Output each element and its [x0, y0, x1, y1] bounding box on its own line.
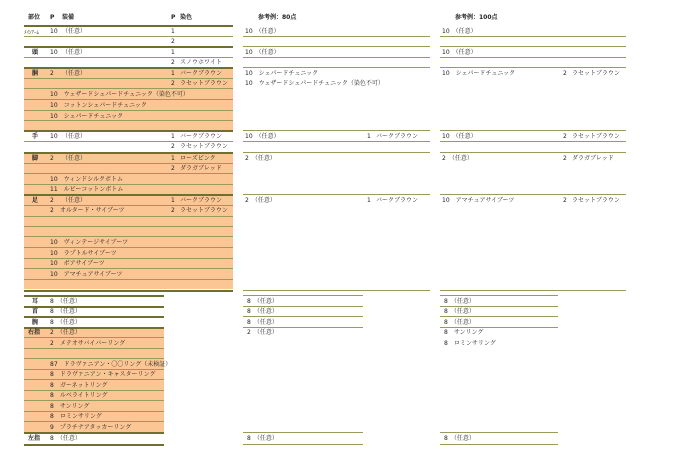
rule [243, 444, 363, 445]
head-r100: 10 （任意） [442, 49, 477, 56]
legs-dye-p2: 2 [171, 165, 175, 172]
body-dye1: バークブラウン [180, 70, 223, 77]
legs-item: 10 ウィンドシルクボトム [50, 176, 124, 183]
feet-p: 2 [50, 197, 54, 204]
rring-r80: 2 （任意） [247, 329, 278, 336]
rule [24, 400, 164, 401]
rule [24, 99, 233, 100]
rule [24, 110, 233, 111]
feet-dye2: ラセットブラウン [180, 207, 228, 214]
feet-dye1: バークブラウン [180, 197, 223, 204]
legs-r80: 2 （任意） [245, 155, 276, 162]
slot-neck: 首 [32, 308, 39, 315]
body-r100-dp: 2 [563, 70, 567, 77]
rule [24, 268, 233, 269]
feet-item: 10 アマチュアサイブーツ [50, 271, 123, 278]
rule [440, 444, 558, 445]
rule [243, 57, 430, 58]
rule [440, 295, 558, 296]
feet-r80: 2 （任意） [245, 197, 276, 204]
rule [24, 78, 233, 79]
hands-r100-dp: 2 [563, 133, 567, 140]
rule [24, 411, 164, 412]
slot-head: 頭 [32, 49, 39, 56]
main-name: 10 [50, 28, 58, 35]
rule [243, 141, 430, 142]
rule [24, 163, 233, 164]
slot-rring: 右指 [28, 329, 41, 336]
header-slot: 部位 [28, 14, 41, 21]
body-dye-p2: 2 [171, 80, 175, 87]
rule [440, 141, 626, 142]
rule [440, 36, 626, 37]
feet-item: 10 ヴィンテージサイブーツ [50, 239, 129, 246]
hands-equip: （任意） [62, 133, 87, 140]
body-r80b: 10 ウェザードシェパードチュニック（染色不可） [245, 80, 384, 87]
rule [24, 327, 164, 329]
rule [24, 236, 233, 237]
header-rule-left [24, 25, 233, 27]
rule [24, 216, 233, 217]
rule [24, 369, 164, 370]
header-equip: 装備 [62, 14, 75, 21]
rule [243, 432, 363, 433]
rule [243, 306, 363, 307]
body-r80a: 10 シェパードチュニック [245, 70, 319, 77]
head-p: 10 [50, 49, 58, 56]
rule [243, 290, 430, 291]
rule [440, 194, 626, 195]
rring-r100b: 8 ロミンサリング [444, 340, 496, 347]
rule [440, 46, 626, 47]
rule [440, 130, 626, 131]
rule [24, 421, 164, 422]
ear-r100: 8 （任意） [444, 298, 475, 305]
rule [24, 57, 233, 58]
rule [24, 444, 164, 446]
rule [243, 36, 430, 37]
rring-equip: 2 （任意） [50, 329, 81, 336]
rule [440, 290, 626, 291]
feet-dye-p1: 1 [171, 197, 175, 204]
wrist-r80: 8 （任意） [247, 319, 278, 326]
ear-equip: 8 （任意） [50, 298, 81, 305]
body-dye-p1: 1 [171, 70, 175, 77]
rule [24, 432, 164, 434]
rule [243, 152, 430, 153]
head-dye-p1: 1 [171, 49, 175, 56]
rule [440, 306, 558, 307]
rule [24, 295, 164, 297]
rule [440, 316, 558, 317]
body-dye2: ラセットブラウン [180, 80, 228, 87]
rule [24, 67, 233, 69]
neck-equip: 8 （任意） [50, 308, 81, 315]
rule [243, 46, 430, 47]
rule [24, 120, 233, 121]
rring-item: 8 ガーネットリング [50, 382, 108, 389]
head-equip: （任意） [62, 49, 87, 56]
rule [440, 432, 558, 433]
rule [440, 327, 558, 328]
feet-dye-p2: 2 [171, 207, 175, 214]
rule [24, 337, 164, 338]
rring-r100a: 8 サンリング [444, 329, 484, 336]
head-dye2: スノウホワイト [180, 59, 222, 66]
body-p: 2 [50, 70, 54, 77]
main-r80: 10 （任意） [245, 28, 280, 35]
rule [243, 316, 363, 317]
feet-r80-dp: 1 [367, 197, 371, 204]
main-r100: 10 （任意） [442, 28, 477, 35]
legs-dye2: ダラガブレッド [180, 165, 222, 172]
rule [440, 57, 626, 58]
legs-item: 11 ルビーコットンボトム [50, 186, 124, 193]
legs-equip: （任意） [62, 155, 87, 162]
hands-dye-p2: 2 [171, 143, 175, 150]
rule [24, 358, 164, 359]
header-p2: P [171, 14, 176, 21]
rule [24, 194, 233, 196]
rule [243, 67, 430, 68]
main-dye-p1: 1 [171, 28, 175, 35]
feet-r100-dp: 2 [563, 197, 567, 204]
rule [243, 194, 430, 195]
body-item: 10 シェパードチュニック [50, 113, 124, 120]
legs-r100-dye: ダラガブレッド [572, 155, 614, 162]
body-r100-dye: ラセットブラウン [572, 70, 620, 77]
body-equip: （任意） [62, 70, 87, 77]
header-p: P [50, 14, 55, 21]
rule [24, 88, 233, 89]
hands-dye2: ラセットブラウン [180, 143, 228, 150]
head-r80: 10 （任意） [245, 49, 280, 56]
rule [24, 205, 233, 206]
hands-r100: 10 （任意） [442, 133, 477, 140]
rule [24, 226, 233, 227]
rule [24, 279, 233, 280]
hands-r80-dye: バークブラウン [376, 133, 419, 140]
rring-item: 8 ルベライトリング [50, 392, 108, 399]
rule [24, 379, 164, 380]
rule [24, 390, 164, 391]
body-item: 10 ウェザードシェパードチュニック（染色不可） [50, 91, 189, 98]
rule [243, 130, 430, 131]
feet-equip: （任意） [62, 197, 87, 204]
feet-equip2: 2 オルタード・サイブーツ [50, 207, 125, 214]
hands-r80-dp: 1 [367, 133, 371, 140]
feet-r80-dye: バークブラウン [376, 197, 419, 204]
feet-r100: 10 アマチュアサイブーツ [442, 197, 515, 204]
slot-main: ﾒｲﾝｱｰﾑ [24, 30, 40, 36]
rule [24, 348, 164, 349]
rring-item: 8 サンリング [50, 403, 90, 410]
neck-r80: 8 （任意） [247, 308, 278, 315]
rule [440, 152, 626, 153]
slot-body: 胴 [32, 70, 39, 77]
rule [24, 152, 233, 154]
feet-r100-dye: ラセットブラウン [572, 197, 620, 204]
header-ref80: 参考例：80点 [258, 14, 297, 21]
wrist-r100: 8 （任意） [444, 319, 475, 326]
legs-p: 2 [50, 155, 54, 162]
head-dye-p2: 2 [171, 59, 175, 66]
slot-wrist: 腕 [32, 319, 39, 326]
rule [24, 184, 233, 185]
rule [24, 130, 233, 132]
body-item: 10 コットンシェパードチュニック [50, 102, 147, 109]
body-r100: 10 シェパードチュニック [442, 70, 516, 77]
hands-p: 10 [50, 133, 58, 140]
rring-item: 8 ドラヴァニアン・キャスターリング [50, 371, 156, 378]
header-ref100: 参考例：100点 [455, 14, 498, 21]
rule [24, 258, 233, 259]
rule [24, 247, 233, 248]
lring-r100: 8 （任意） [444, 435, 475, 442]
rule [243, 327, 363, 328]
hands-dye1: バークブラウン [180, 133, 223, 140]
rule [243, 295, 363, 296]
main-equip: （任意） [62, 28, 87, 35]
rring-item: 87 ドラヴァニアン・〇〇リング（未検証） [50, 361, 172, 368]
neck-r100: 8 （任意） [444, 308, 475, 315]
slot-ear: 耳 [32, 298, 39, 305]
rule [440, 67, 626, 68]
legs-r100: 2 （任意） [442, 155, 473, 162]
slot-feet: 足 [32, 197, 39, 204]
rule [24, 36, 233, 37]
slot-legs: 脚 [32, 155, 39, 162]
hands-dye-p1: 1 [171, 133, 175, 140]
rule [24, 306, 164, 308]
slot-hands: 手 [32, 133, 39, 140]
slot-lring: 左指 [28, 435, 41, 442]
legs-r100-dp: 2 [563, 155, 567, 162]
legs-dye1: ローズピンク [180, 155, 216, 162]
legs-dye-p1: 1 [171, 155, 175, 162]
feet-item: 10 ラプトルサイブーツ [50, 250, 117, 257]
rring-item: 2 メテオサバイバーリング [50, 340, 126, 347]
main-dye-p2: 2 [171, 38, 175, 45]
rring-item: 8 ロミンサリング [50, 413, 102, 420]
rring-item: 9 プラチナアタッカーリング [50, 424, 132, 431]
hands-r100-dye: ラセットブラウン [572, 133, 620, 140]
rule [24, 46, 233, 48]
header-dye: 染色 [180, 14, 193, 21]
rule [24, 290, 233, 292]
rule [24, 141, 233, 142]
rule [24, 316, 164, 318]
rule [24, 173, 233, 174]
feet-item: 10 ボアサイブーツ [50, 260, 105, 267]
lring-equip: 8 （任意） [50, 435, 81, 442]
ear-r80: 8 （任意） [247, 298, 278, 305]
wrist-equip: 8 （任意） [50, 319, 81, 326]
lring-r80: 8 （任意） [247, 435, 278, 442]
hands-r80: 10 （任意） [245, 133, 280, 140]
